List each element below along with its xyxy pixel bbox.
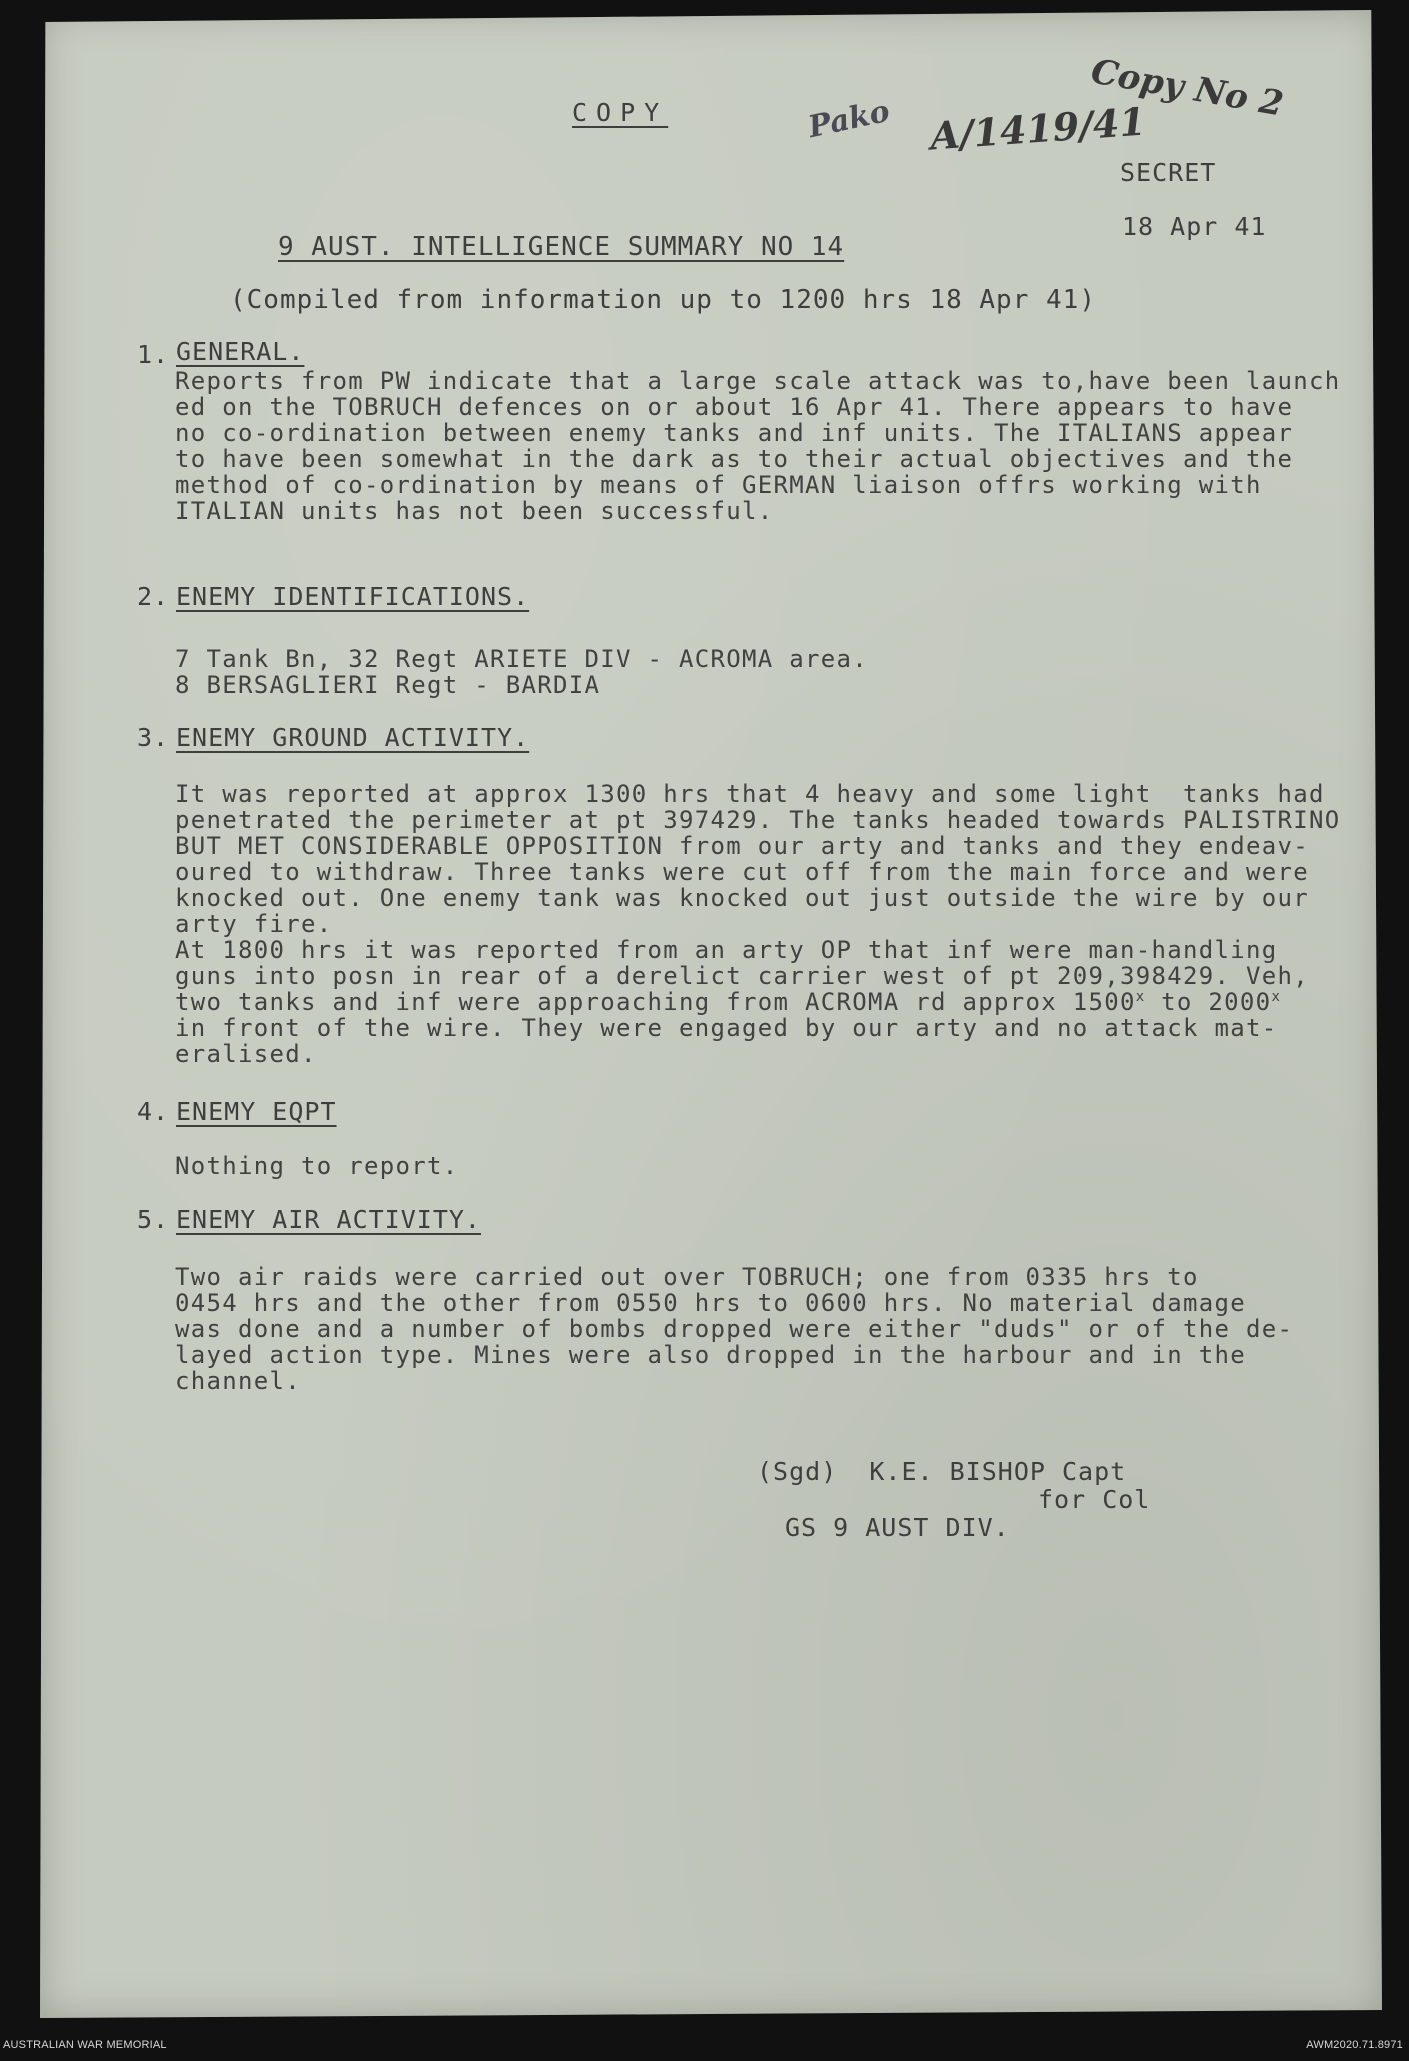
copy-label: COPY [572,98,669,127]
section-3-heading: ENEMY GROUND ACTIVITY. [176,723,530,752]
section-3-line: At 1800 hrs it was reported from an arty OP that inf were man-handling [175,936,1278,964]
handwritten-reference: A/1419/41 [928,98,1148,159]
yards-mark: x [1271,989,1282,1005]
section-5-line: 0454 hrs and the other from 0550 hrs to 0600 hrs. No material damage [175,1289,1246,1317]
section-5-number: 5. [137,1205,170,1234]
section-1-line: to have been somewhat in the dark as to their actual objectives and the [175,445,1294,473]
document-subtitle: (Compiled from information up to 1200 hrs 18 Apr 41) [230,285,1096,315]
section-5-line: layed action type. Mines were also dropped in the harbour and in the [175,1341,1246,1369]
section-3-line: knocked out. One enemy tank was knocked out just outside the wire by our [175,884,1309,912]
section-4-line: Nothing to report. [175,1152,459,1180]
section-3-line: penetrated the perimeter at pt 397429. The tanks headed towards PALISTRINO [175,806,1341,834]
section-3-line: arty fire. [175,910,333,938]
section-5-line: channel. [175,1367,301,1395]
document-title: 9 AUST. INTELLIGENCE SUMMARY NO 14 [278,232,845,262]
section-2-line: 8 BERSAGLIERI Regt - BARDIA [175,671,601,699]
section-3-line: It was reported at approx 1300 hrs that 4 heavy and some light tanks had [175,780,1325,808]
section-1-number: 1. [137,340,170,369]
section-3-line: BUT MET CONSIDERABLE OPPOSITION from our arty and tanks and they endeav- [175,832,1309,860]
handwritten-copy-number: Copy No 2 [1088,51,1287,125]
section-2-heading: ENEMY IDENTIFICATIONS. [176,582,530,611]
section-3-line: guns into posn in rear of a derelict carrier west of pt 209,398429. Veh, [175,962,1309,990]
document-date: 18 Apr 41 [1122,212,1267,241]
section-1-line: no co-ordination between enemy tanks and inf units. The ITALIANS appear [175,419,1294,447]
footer-source: AUSTRALIAN WAR MEMORIAL [3,2039,167,2051]
section-5-line: Two air raids were carried out over TOBRUCH; one from 0335 hrs to [175,1263,1199,1291]
section-2-line: 7 Tank Bn, 32 Regt ARIETE DIV - ACROMA area. [175,645,868,673]
section-3-line: eralised. [175,1040,317,1068]
section-1-line: method of co-ordination by means of GERMAN liaison offrs working with [175,471,1262,499]
signature-line: for Col [1038,1485,1151,1514]
section-3-line-tail: to 2000 [1145,988,1272,1016]
section-4-number: 4. [137,1097,170,1126]
section-3-line: oured to withdraw. Three tanks were cut off from the main force and were [175,858,1309,886]
signature-line: (Sgd) K.E. BISHOP Capt [757,1457,1127,1486]
section-4-heading: ENEMY EQPT [176,1097,337,1126]
handwritten-annotation: Pako [805,93,893,146]
signature-line: GS 9 AUST DIV. [785,1513,1010,1542]
yards-mark: x [1135,989,1146,1005]
section-5-heading: ENEMY AIR ACTIVITY. [176,1205,481,1234]
section-3-line: two tanks and inf were approaching from ACROMA rd approx 1500 [175,988,1136,1016]
section-3-line: in front of the wire. They were engaged by our arty and no attack mat- [175,1014,1278,1042]
section-1-line: ed on the TOBRUCH defences on or about 16 Apr 41. There appears to have [175,393,1294,421]
section-3-number: 3. [137,723,170,752]
section-2-number: 2. [137,582,170,611]
section-5-line: was done and a number of bombs dropped were either "duds" or of the de- [175,1315,1294,1343]
section-1-line: Reports from PW indicate that a large scale attack was to,have been launch [175,367,1341,395]
section-3-line-with-yards [175,988,1281,1016]
classification: SECRET [1120,158,1217,187]
section-1-line: ITALIAN units has not been successful. [175,497,774,525]
section-1-heading: GENERAL. [176,337,305,366]
footer-accession-number: AWM2020.71.8971 [1306,2039,1403,2051]
